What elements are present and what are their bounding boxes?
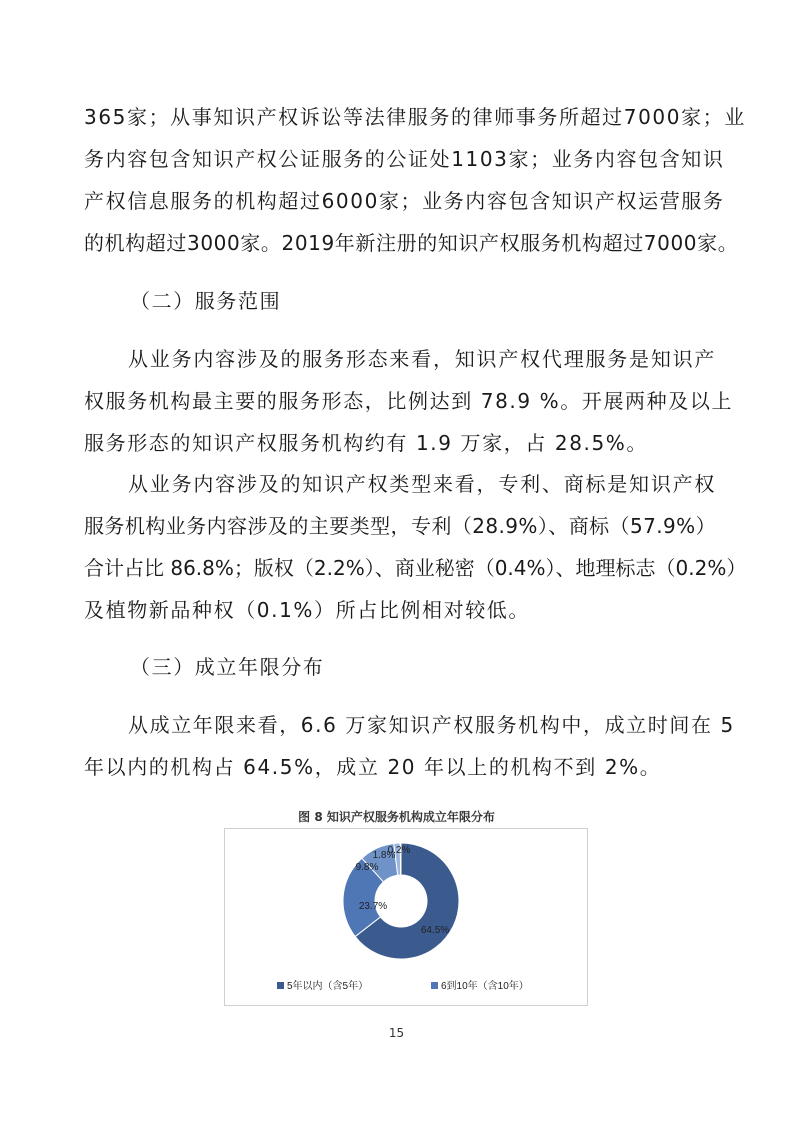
paragraph1-line-3: 产权信息服务的机构超过6000家；业务内容包含知识产权运营服务	[84, 189, 725, 213]
legend-label-2: 6到10年（含10年）	[441, 981, 529, 992]
legend-swatch-2	[431, 982, 438, 989]
slice-data-label-4: 1.8%	[372, 850, 396, 861]
section2-para2-line-4: 及植物新品种权（0.1%）所占比例相对较低。	[84, 598, 531, 622]
chart-frame	[224, 828, 588, 1006]
section2-para1-line-1: 从业务内容涉及的服务形态来看，知识产权代理服务是知识产	[128, 347, 716, 371]
paragraph1-line-4: 的机构超过3000家。2019年新注册的知识产权服务机构超过7000家。	[84, 231, 739, 255]
figure-caption: 图 8 知识产权服务机构成立年限分布	[298, 810, 495, 824]
paragraph1-line-1: 365家；从事知识产权诉讼等法律服务的律师事务所超过7000家；业	[84, 105, 746, 129]
section3-heading: （三）成立年限分布	[130, 655, 325, 679]
section2-para2-line-3: 合计占比 86.8%；版权（2.2%）、商业秘密（0.4%）、地理标志（0.2%）	[84, 556, 747, 580]
slice-data-label-5: 0.2%	[387, 845, 411, 856]
slice-data-label-2: 23.7%	[358, 901, 388, 912]
paragraph1-line-2: 务内容包含知识产权公证服务的公证处1103家；业务内容包含知识	[84, 147, 725, 171]
section3-para1-line-1: 从成立年限来看，6.6 万家知识产权服务机构中，成立时间在 5	[128, 713, 735, 737]
donut-chart	[225, 829, 587, 1005]
section2-para1-line-2: 权服务机构最主要的服务形态，比例达到 78.9 %。开展两种及以上	[84, 389, 734, 413]
legend-label-1: 5年以内（含5年）	[287, 981, 369, 992]
page-number: 15	[388, 1026, 405, 1040]
section2-heading: （二）服务范围	[130, 289, 282, 313]
section2-para1-line-3: 服务形态的知识产权服务机构约有 1.9 万家，占 28.5%。	[84, 431, 649, 455]
legend-swatch-1	[277, 982, 284, 989]
section2-para2-line-1: 从业务内容涉及的知识产权类型来看，专利、商标是知识产权	[128, 472, 716, 496]
slice-data-label-3: 9.8%	[355, 862, 379, 873]
slice-data-label-1: 64.5%	[420, 925, 450, 936]
section2-para2-line-2: 服务机构业务内容涉及的主要类型，专利（28.9%）、商标（57.9%）	[84, 514, 716, 538]
section3-para1-line-2: 年以内的机构占 64.5%，成立 20 年以上的机构不到 2%。	[84, 755, 662, 779]
